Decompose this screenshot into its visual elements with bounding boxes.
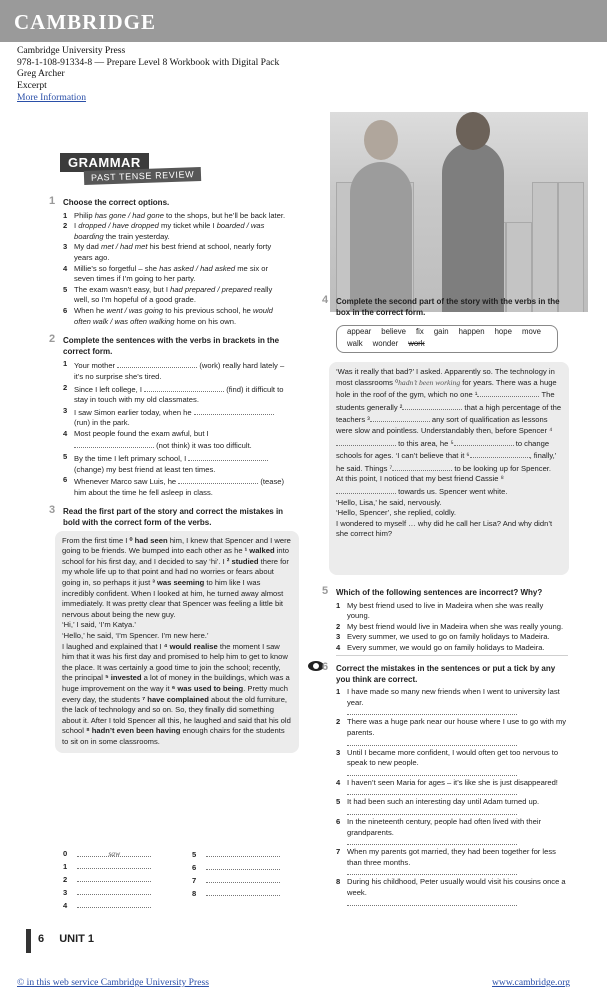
- story-line: ‘Hello, Lisa,’ he said, nervously.: [336, 497, 442, 507]
- item-number: 5: [63, 452, 68, 462]
- exercise-item: [336, 622, 568, 633]
- answer-blank[interactable]: [470, 449, 530, 458]
- exercise-number: 3: [49, 504, 56, 517]
- word-box-item: work: [408, 338, 425, 348]
- item-text: I saw Simon earlier today, when he: [74, 407, 192, 417]
- story-text: ‘Was it really that bad?’ I asked. Apparently so. The technology in most classrooms ⁰: [336, 367, 555, 387]
- item-text: I have made so many new friends when I went to university last year.: [347, 687, 560, 707]
- story-line: ‘Hello, Spencer’, she replied, coldly.: [336, 508, 457, 518]
- exercise-4-header: [322, 294, 568, 320]
- exercise-item: [63, 221, 288, 242]
- item-text: I: [74, 221, 79, 231]
- answer-number: 1: [63, 862, 68, 871]
- answer-number: 0: [63, 849, 68, 858]
- item-text: met / had met: [101, 242, 148, 252]
- left-column: [49, 195, 291, 753]
- exercise-6: [322, 661, 568, 908]
- answer-blank[interactable]: [347, 769, 517, 776]
- exercise-number: 2: [49, 333, 56, 346]
- item-number: 1: [63, 359, 68, 369]
- story-text: . Pretty much every day, the students: [62, 683, 288, 704]
- item-text: During his childhood, Peter usually would visit his cousins once a week.: [347, 877, 566, 897]
- answer-blank[interactable]: saw: [77, 848, 151, 857]
- excerpt-label: Excerpt: [17, 80, 47, 92]
- story-text: hadn’t been working: [398, 377, 461, 387]
- story-text: to him like I was incredibly confident. When I looked at him, he turned away almost immediately. It was pretty clear that Spencer was feeling a little bit nervous about being the new guy.: [62, 578, 284, 619]
- item-text: dropped / have dropped: [78, 221, 159, 231]
- answer-blank[interactable]: [77, 899, 151, 908]
- item-text: Philip: [74, 210, 95, 220]
- word-box-item: gain: [433, 327, 449, 336]
- item-text: (not think) it was too difficult.: [156, 441, 252, 451]
- item-text: When he: [74, 305, 107, 315]
- answer-row: [192, 874, 292, 887]
- exercise-number: 4: [322, 294, 329, 306]
- header-banner: [0, 0, 607, 42]
- item-text: Millie’s so forgetful – she: [74, 263, 160, 273]
- exercise-item: [63, 475, 288, 498]
- exercise-number: 6: [322, 661, 329, 673]
- exercise-number: 1: [49, 195, 56, 207]
- story-part-one: [55, 531, 299, 753]
- item-text: I haven’t seen Maria for ages – it’s like she is just disappeared!: [347, 777, 558, 787]
- answer-blank[interactable]: [206, 861, 280, 870]
- exercise-instruction: Complete the sentences with the verbs in brackets in the correct form.: [63, 336, 280, 356]
- bold-mistake: ⁶ was used to being: [171, 683, 244, 693]
- item-number: 4: [336, 642, 341, 652]
- exercise-item: [336, 797, 568, 815]
- item-text: (change) my best friend at least ten times.: [74, 464, 216, 474]
- exercise-1: [49, 195, 288, 327]
- exercise-item: [63, 306, 288, 327]
- item-text: boarded / was boarding: [74, 221, 265, 241]
- answer-blank[interactable]: [347, 788, 517, 795]
- story-text: to this area, he ⁵: [396, 438, 454, 448]
- item-text: to his previous school, he: [163, 305, 254, 315]
- item-text: had prepared / prepared: [170, 284, 252, 294]
- item-number: 6: [336, 816, 341, 826]
- story-text: At this point, I noticed that my best friend Cassie ⁸: [336, 474, 504, 484]
- bold-mistake: ⁰ had seen: [129, 535, 168, 545]
- exercise-5: [322, 585, 568, 654]
- item-text: By the time I left primary school, I: [74, 454, 187, 464]
- answer-blank[interactable]: [206, 848, 280, 857]
- more-information-link[interactable]: More Information: [17, 91, 87, 103]
- item-text: has gone / had gone: [94, 210, 164, 220]
- answer-blank[interactable]: [392, 462, 452, 471]
- exercise-item: [63, 285, 288, 306]
- item-text: Every summer, we would go on family holidays to Madeira.: [347, 642, 545, 652]
- exercise-number: 5: [322, 585, 329, 597]
- copyright-link[interactable]: © in this web service Cambridge University Press: [17, 977, 209, 988]
- exercise-instruction: Complete the second part of the story with the verbs in the box in the correct form.: [336, 297, 560, 317]
- bold-mistake: ² studied: [226, 556, 259, 566]
- story-text: him, I knew that Spencer and I were going to be friends. We bumped into each other as he: [62, 535, 291, 556]
- answer-blank[interactable]: [206, 887, 280, 896]
- exercise-instruction: Read the first part of the story and correct the mistakes in bold with the correct form of the verbs.: [63, 507, 284, 528]
- item-number: 5: [336, 797, 341, 807]
- exercise-item: [336, 632, 568, 643]
- exercise-item: [63, 429, 288, 452]
- story-text: to change schools for ages. ‘I can’t believe that it ⁶: [336, 438, 550, 461]
- answer-blank[interactable]: [347, 899, 517, 906]
- exercise-instruction: Correct the mistakes in the sentences or put a tick by any you think are correct.: [336, 664, 556, 684]
- exercise-item: [336, 717, 568, 745]
- item-number: 7: [336, 847, 341, 857]
- item-number: 4: [63, 428, 68, 438]
- item-text: The exam wasn’t easy, but I: [74, 284, 171, 294]
- answer-row: [63, 886, 163, 899]
- answer-blank[interactable]: [77, 873, 151, 882]
- book-metadata: [17, 45, 279, 104]
- answer-number: 6: [192, 863, 197, 872]
- item-number: 5: [63, 284, 68, 294]
- answer-number: 2: [63, 875, 68, 884]
- item-number: 2: [336, 717, 341, 727]
- word-box-item: move: [521, 327, 542, 336]
- item-number: 2: [336, 621, 341, 631]
- item-text: would often walk / was often walking: [74, 305, 273, 326]
- answer-blank[interactable]: [402, 401, 462, 410]
- bold-mistake: ¹ walked: [244, 546, 275, 556]
- answer-blank[interactable]: [336, 485, 396, 494]
- item-number: 2: [63, 382, 68, 392]
- word-box-item: hope: [494, 327, 512, 336]
- unit-label: UNIT 1: [59, 933, 95, 945]
- item-number: 3: [63, 242, 68, 252]
- website-link[interactable]: www.cambridge.org: [492, 977, 571, 988]
- answer-row: [192, 848, 292, 861]
- word-box-item: happen: [458, 327, 485, 336]
- cambridge-logo: CAMBRIDGE: [14, 10, 157, 34]
- answer-blank[interactable]: [77, 860, 151, 869]
- word-box-item: believe: [381, 327, 406, 336]
- story-text: about the old furniture, the lack of technology and so on. So, they finally did something about it. After I told Spencer all this, he laughed and said that his old school: [62, 694, 291, 736]
- answer-blank[interactable]: [117, 359, 197, 368]
- exercise-item: [63, 359, 288, 382]
- exercise-item: [63, 383, 288, 406]
- item-number: 3: [63, 405, 68, 415]
- item-text: home on his own.: [174, 316, 237, 326]
- item-text: went / was going: [106, 305, 164, 315]
- exercise-item: [336, 778, 568, 796]
- publisher: Cambridge University Press: [17, 45, 126, 56]
- story-part-two: [329, 362, 569, 575]
- item-text: Since I left college, I: [74, 384, 142, 394]
- item-text: (tease) him about the time he fell asleep in class.: [74, 477, 285, 497]
- story-text: From the first time I: [62, 535, 130, 545]
- exercise-item: [63, 452, 288, 475]
- answer-row: [63, 860, 163, 873]
- exercise-item: [336, 847, 568, 875]
- item-number: 6: [63, 475, 68, 485]
- grammar-subtitle: PAST TENSE REVIEW: [84, 167, 202, 185]
- isbn-title: 978-1-108-91334-8 — Prepare Level 8 Workbook with Digital Pack: [17, 56, 280, 68]
- item-text: me six or seven times if I’m going to her party.: [74, 263, 269, 284]
- story-text: any sort of qualification as lessons were slow and pointless. Understandably then, before Spencer ⁴: [336, 415, 553, 435]
- item-number: 1: [63, 210, 68, 220]
- answer-row: [63, 899, 163, 912]
- story-text: to be looking up for Spencer.: [452, 463, 552, 473]
- answer-blank[interactable]: [347, 808, 517, 815]
- author: Greg Archer: [17, 68, 65, 80]
- word-box: [336, 325, 558, 353]
- answer-number: 4: [63, 901, 68, 910]
- story-text: . The students generally ²: [336, 390, 555, 412]
- answer-blank[interactable]: [347, 739, 517, 746]
- word-box-item: walk: [347, 338, 363, 348]
- item-text: (work) really hard lately – it’s no surprise she’s tired.: [74, 361, 285, 381]
- item-text: to the shops, but he’ll be back later.: [163, 210, 286, 220]
- exercise-item: [336, 817, 568, 845]
- answer-blank[interactable]: [144, 383, 224, 392]
- answers-left: [63, 848, 163, 912]
- exercise-item: [336, 748, 568, 776]
- exercise-instruction: Which of the following sentences are incorrect? Why?: [336, 588, 543, 597]
- exercise-item: [336, 643, 568, 654]
- story-text: that a high percentage of the teachers ³: [336, 402, 562, 425]
- exercise-item: [336, 601, 568, 622]
- bold-mistake: ⁵ invested: [105, 673, 142, 683]
- students-photo: [330, 112, 588, 312]
- item-number: 3: [336, 747, 341, 757]
- item-text: There was a huge park near our house where I use to go with my parents.: [347, 717, 567, 737]
- item-text: When my parents got married, they had been together for less than three months.: [347, 847, 556, 867]
- answer-row: [63, 848, 163, 860]
- answer-row: [192, 887, 292, 900]
- item-text: Every summer, we used to go on family holidays to Madeira.: [347, 632, 550, 642]
- answer-number: 5: [192, 850, 197, 859]
- answer-blank[interactable]: [347, 708, 517, 715]
- item-text: In the nineteenth century, people had often lived with their grandparents.: [347, 816, 542, 837]
- answer-blank[interactable]: [454, 437, 514, 446]
- bold-mistake: ⁴ would realise: [163, 641, 218, 651]
- item-text: has asked / had asked: [159, 263, 236, 273]
- exercise-item: [336, 687, 568, 715]
- answer-blank[interactable]: [194, 406, 274, 415]
- story-text: into school for his first day, and I decided to say ‘hi’. I: [62, 546, 289, 566]
- story-line: ‘Hello,’ he said, ‘I’m Spencer. I’m new here.’: [62, 630, 209, 640]
- exercise-instruction: Choose the correct options.: [63, 198, 170, 207]
- answer-blank[interactable]: [477, 388, 537, 397]
- answer-row: [63, 873, 163, 886]
- story-text: enough chairs for the students to sit on in some classrooms.: [62, 726, 285, 746]
- answers-right: [192, 848, 292, 900]
- story-line: I wondered to myself … why did he call her Lisa? And why didn’t she correct him?: [336, 518, 553, 539]
- story-text: there for my whole life up to that point and had no worries or fears about going in, so perhaps it just: [62, 556, 289, 587]
- story-text: towards us. Spencer went white.: [396, 486, 508, 496]
- exercise-item: [63, 211, 288, 222]
- item-text: Until I became more confident, I would often get too nervous to speak to new people.: [347, 747, 559, 768]
- bold-mistake: ³ was seeming: [152, 578, 205, 587]
- story-text: the moment I saw him that it was his first day and promised to help him to get to know the place. It was certainly a good time to join the school; recently, the principal: [62, 641, 288, 683]
- exercise-item: [63, 406, 288, 429]
- answer-blank[interactable]: [347, 868, 517, 875]
- answer-row: [192, 861, 292, 874]
- bold-mistake: ⁸ hadn’t even been having: [86, 726, 181, 736]
- answer-number: 3: [63, 888, 68, 897]
- word-box-item: appear: [347, 327, 372, 336]
- page-footer: [26, 933, 94, 945]
- word-box-item: fix: [416, 327, 424, 336]
- item-number: 3: [336, 632, 341, 642]
- item-text: It had been such an interesting day until Adam turned up.: [347, 797, 540, 807]
- exercise-item: [63, 242, 288, 263]
- item-text: My dad: [74, 242, 102, 252]
- item-text: the train yesterday.: [103, 231, 170, 241]
- story-line: ‘Hi,’ I said, ‘I’m Katya.’: [62, 620, 136, 630]
- story-text: , finally,’ he said. Things ⁷: [336, 451, 557, 473]
- word-box-item: wonder: [372, 338, 399, 348]
- item-text: My best friend would live in Madeira when she was really young.: [347, 621, 564, 631]
- exercise-item: [63, 264, 288, 285]
- answer-blank[interactable]: [336, 437, 396, 446]
- exercise-item: [336, 877, 568, 905]
- answer-blank[interactable]: [347, 838, 517, 845]
- answer-blank[interactable]: [74, 439, 154, 448]
- item-text: Most people found the exam awful, but I: [74, 428, 209, 438]
- answer-blank[interactable]: [188, 452, 268, 461]
- item-text: (run) in the park.: [74, 418, 130, 428]
- item-number: 4: [336, 777, 341, 787]
- item-text: Whenever Marco saw Luis, he: [74, 477, 177, 487]
- item-text: his best friend at school, nearly forty years ago.: [74, 242, 272, 262]
- answer-line: [336, 655, 568, 656]
- item-number: 4: [63, 263, 68, 273]
- story-text: for years. There was a huge hole in the roof of the gym, which no one ¹: [336, 377, 557, 400]
- item-number: 6: [63, 305, 68, 315]
- item-text: My best friend used to live in Madeira when she was really young.: [347, 600, 544, 621]
- answer-blank[interactable]: [178, 475, 258, 484]
- item-text: Your mother: [74, 361, 116, 371]
- story-text: I laughed and explained that I: [62, 641, 164, 651]
- item-text: (find) it difficult to stay in touch with my old classmates.: [74, 384, 284, 405]
- answer-number: 7: [192, 876, 197, 885]
- item-text: my ticket while I: [158, 221, 217, 231]
- grammar-title: GRAMMAR: [60, 153, 149, 172]
- page-number: 6: [38, 933, 45, 945]
- item-number: 1: [336, 600, 341, 610]
- item-number: 8: [336, 877, 341, 887]
- item-number: 2: [63, 221, 68, 231]
- answer-blank[interactable]: [77, 886, 151, 895]
- exercise-2: [49, 333, 288, 498]
- item-text: really well, so I’m hopeful of a good grade.: [74, 284, 273, 305]
- item-number: 1: [336, 687, 341, 697]
- answer-number: 8: [192, 889, 197, 898]
- exercise-3: [49, 504, 291, 752]
- story-text: a lot of money in the buildings, which was a huge improvement on the way it: [62, 673, 290, 693]
- answer-blank[interactable]: [370, 413, 430, 422]
- answer-blank[interactable]: [206, 874, 280, 883]
- bold-mistake: ⁷ have complained: [142, 694, 209, 704]
